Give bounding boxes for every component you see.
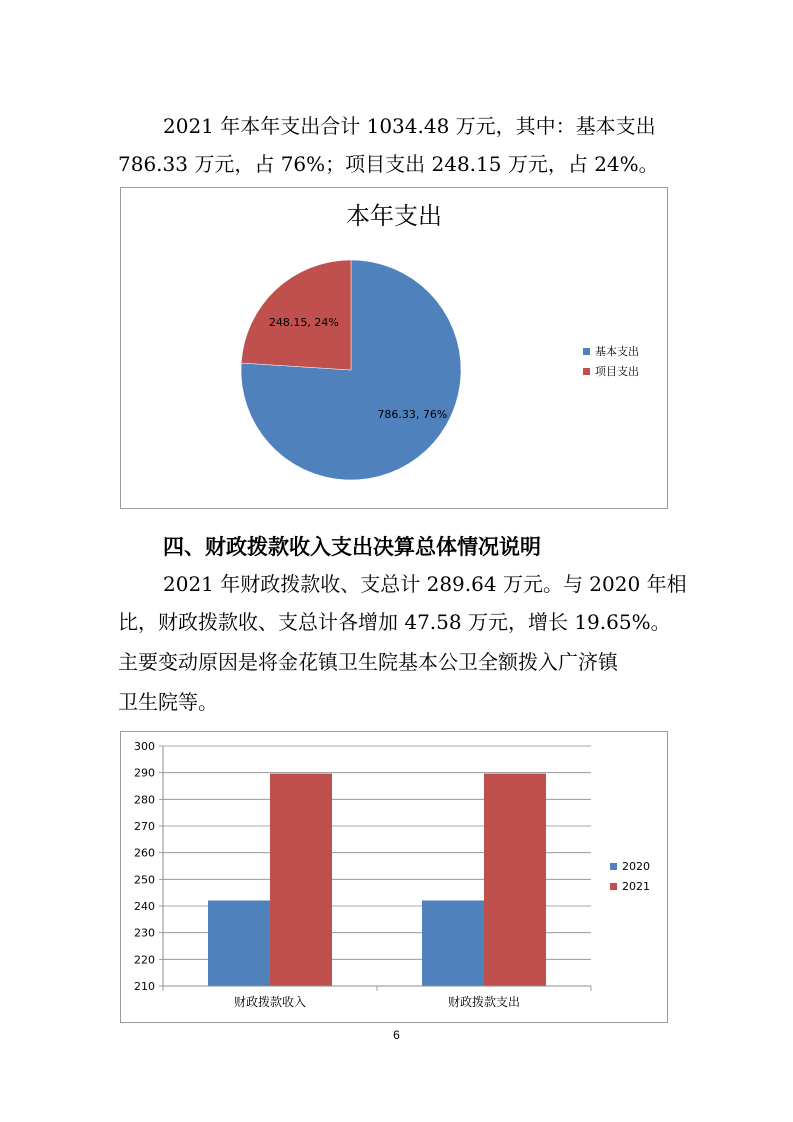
x-category-label-2: 财政拨款支出	[447, 995, 521, 1009]
bar-chart	[121, 732, 667, 1022]
legend-swatch-bar-2020	[610, 863, 617, 870]
paragraph-1-line-2: 786.33 万元，占 76%；项目支出 248.15 万元，占 24%。	[118, 152, 659, 176]
x-category-label-1: 财政拨款收入	[233, 995, 307, 1009]
pie-chart-title: 本年支出	[346, 202, 442, 230]
page-number: 6	[393, 1028, 400, 1042]
pie-data-label-1: 786.33, 76%	[377, 408, 448, 422]
legend-label-bar-2020: 2020	[622, 860, 650, 873]
legend-swatch-bar-2021	[610, 883, 617, 890]
bar-2020-2	[422, 901, 484, 986]
y-tick-label-240: 240	[134, 900, 155, 913]
y-tick-label-290: 290	[134, 766, 155, 780]
bar-2021-2	[484, 774, 546, 986]
paragraph-2-line-4: 卫生院等。	[118, 690, 218, 714]
y-tick-label-300: 300	[134, 740, 155, 753]
y-tick-label-270: 270	[134, 820, 155, 833]
y-tick-label-250: 250	[134, 873, 155, 887]
legend-label-pie-2: 项目支出	[595, 365, 639, 378]
y-tick-label-220: 220	[134, 953, 155, 967]
legend-swatch-pie-2	[583, 368, 590, 375]
legend-swatch-pie-1	[583, 348, 590, 355]
paragraph-2-line-2: 比，财政拨款收、支总计各增加 47.58 万元，增长 19.65%。	[118, 610, 671, 634]
bar-chart-frame	[120, 731, 668, 1023]
pie-chart-frame	[120, 187, 668, 509]
bar-2020-1	[208, 901, 270, 986]
y-tick-label-210: 210	[134, 980, 155, 993]
y-tick-label-230: 230	[134, 926, 155, 940]
paragraph-1-line-1: 2021 年本年支出合计 1034.48 万元，其中：基本支出	[163, 114, 656, 138]
y-tick-label-280: 280	[134, 793, 155, 807]
legend-label-bar-2021: 2021	[622, 880, 650, 893]
paragraph-2-line-3: 主要变动原因是将金花镇卫生院基本公卫全额拨入广济镇	[118, 650, 618, 674]
pie-data-label-2: 248.15, 24%	[268, 315, 339, 329]
pie-chart	[121, 188, 667, 508]
section-heading: 四、财政拨款收入支出决算总体情况说明	[163, 535, 541, 559]
paragraph-2-line-1: 2021 年财政拨款收、支总计 289.64 万元。与 2020 年相	[163, 572, 687, 596]
legend-label-pie-1: 基本支出	[595, 345, 639, 358]
bar-2021-1	[270, 774, 332, 986]
y-tick-label-260: 260	[134, 846, 155, 860]
